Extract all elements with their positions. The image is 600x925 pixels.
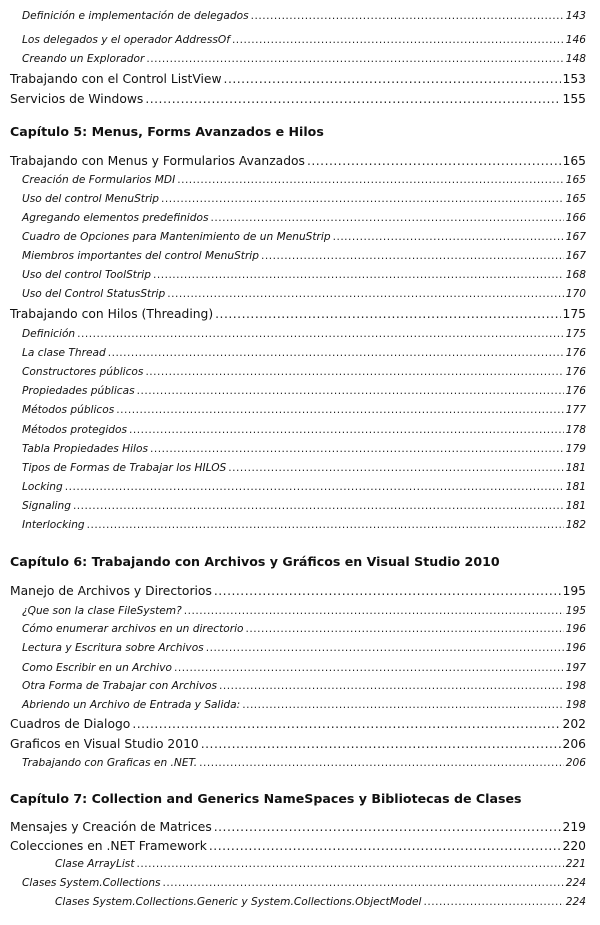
dot-leader [73, 500, 564, 512]
toc-page-number: 170 [565, 288, 586, 300]
toc-entry[interactable] [22, 481, 586, 493]
dot-leader [214, 584, 561, 598]
toc-entry-title: Tabla Propiedades Hilos [22, 443, 148, 455]
toc-entry[interactable] [22, 424, 586, 436]
toc-entry-title: Constructores públicos [22, 366, 144, 378]
toc-entry[interactable] [22, 347, 586, 359]
toc-page-number: 176 [565, 366, 586, 378]
dot-leader [219, 680, 564, 692]
toc-entry-title: Creación de Formularios MDI [22, 174, 176, 186]
dot-leader [423, 896, 563, 908]
toc-page-number: 224 [565, 877, 586, 889]
chapter-heading: Capítulo 5: Menus, Forms Avanzados e Hilos [10, 124, 324, 139]
toc-page-number: 195 [562, 584, 586, 598]
toc-page-number: 179 [565, 443, 586, 455]
toc-entry-title: Agregando elementos predefinidos [22, 212, 209, 224]
dot-leader [307, 154, 561, 168]
toc-entry[interactable] [22, 212, 586, 224]
toc-page-number: 196 [565, 642, 586, 654]
toc-entry-title: Definición [22, 328, 76, 340]
toc-entry[interactable] [22, 500, 586, 512]
dot-leader [224, 72, 561, 86]
toc-page-number: 177 [565, 404, 586, 416]
toc-entry-title: Tipos de Formas de Trabajar los HILOS [22, 462, 227, 474]
toc-page-number: 198 [565, 680, 586, 692]
dot-leader [129, 424, 564, 436]
dot-leader [206, 642, 564, 654]
toc-entry[interactable] [10, 92, 586, 106]
toc-entry[interactable] [22, 519, 586, 531]
toc-entry-title: Signaling [22, 500, 71, 512]
dot-leader [261, 250, 564, 262]
toc-entry-title: Como Escribir en un Archivo [22, 662, 173, 674]
toc-entry-title: Métodos protegidos [22, 424, 128, 436]
toc-entry-title: Graficos en Visual Studio 2010 [10, 737, 199, 751]
dot-leader [246, 623, 564, 635]
toc-page-number: 224 [565, 896, 586, 908]
toc-entry[interactable] [22, 662, 586, 674]
dot-leader [215, 307, 560, 321]
toc-entry-title: Mensajes y Creación de Matrices [10, 820, 212, 834]
dot-leader [153, 269, 564, 281]
dot-leader [232, 34, 564, 46]
toc-page-number: 155 [562, 92, 586, 106]
dot-leader [214, 820, 561, 834]
toc-entry-title: La clase Thread [22, 347, 106, 359]
toc-entry[interactable] [22, 877, 586, 889]
dot-leader [116, 404, 564, 416]
toc-entry[interactable] [22, 53, 586, 65]
dot-leader [201, 737, 561, 751]
toc-entry-title: Los delegados y el operador AddressOf [22, 34, 230, 46]
toc-page-number: 153 [562, 72, 586, 86]
toc-entry-title: Manejo de Archivos y Directorios [10, 584, 212, 598]
toc-page-number: 167 [565, 231, 586, 243]
dot-leader [210, 212, 563, 224]
toc-page-number: 176 [565, 347, 586, 359]
toc-entry[interactable] [10, 737, 586, 751]
dot-leader [333, 231, 564, 243]
toc-page-number: 143 [565, 10, 586, 22]
toc-page-number: 175 [565, 328, 586, 340]
toc-entry-title: Cuadros de Dialogo [10, 717, 131, 731]
toc-entry[interactable] [22, 404, 586, 416]
toc-entry[interactable] [22, 462, 586, 474]
toc-page-number: 206 [562, 737, 586, 751]
toc-entry[interactable] [22, 757, 586, 769]
toc-entry[interactable] [22, 385, 586, 397]
toc-entry-title: Propiedades públicas [22, 385, 135, 397]
toc-entry-title: Clase ArrayList [55, 858, 135, 870]
toc-entry[interactable] [10, 154, 586, 168]
toc-page-number: 198 [565, 699, 586, 711]
toc-page-number: 167 [565, 250, 586, 262]
toc-page-number: 197 [565, 662, 586, 674]
dot-leader [174, 662, 564, 674]
toc-page-number: 196 [565, 623, 586, 635]
toc-entry-title: ¿Que son la clase FileSystem? [22, 605, 182, 617]
dot-leader [242, 699, 564, 711]
toc-entry-title: Otra Forma de Trabajar con Archivos [22, 680, 218, 692]
toc-entry[interactable] [22, 623, 586, 635]
toc-entry-title: Cuadro de Opciones para Mantenimiento de un MenuStrip [22, 231, 331, 243]
toc-page-number: 146 [565, 34, 586, 46]
toc-entry-title: Colecciones en .NET Framework [10, 839, 207, 853]
toc-entry-title: Locking [22, 481, 63, 493]
toc-entry[interactable] [22, 250, 586, 262]
toc-entry[interactable] [22, 680, 586, 692]
dot-leader [136, 858, 563, 870]
dot-leader [87, 519, 564, 531]
toc-entry[interactable] [22, 174, 586, 186]
toc-entry[interactable] [10, 820, 586, 834]
toc-entry[interactable] [55, 858, 586, 870]
dot-leader [108, 347, 564, 359]
toc-entry-title: Lectura y Escritura sobre Archivos [22, 642, 204, 654]
toc-page-number: 181 [565, 481, 586, 493]
toc-entry[interactable] [22, 269, 586, 281]
dot-leader [146, 53, 563, 65]
toc-entry[interactable] [10, 839, 586, 853]
toc-page-number: 220 [562, 839, 586, 853]
toc-page-number: 165 [565, 174, 586, 186]
toc-entry[interactable] [22, 10, 586, 22]
toc-entry-title: Cómo enumerar archivos en un directorio [22, 623, 244, 635]
toc-entry-title: Métodos públicos [22, 404, 115, 416]
toc-page-number: 202 [562, 717, 586, 731]
toc-entry-title: Definición e implementación de delegados [22, 10, 249, 22]
toc-page-number: 166 [565, 212, 586, 224]
toc-page-number: 148 [565, 53, 586, 65]
toc-entry-title: Trabajando con Graficas en .NET. [22, 757, 198, 769]
toc-page-number: 182 [565, 519, 586, 531]
toc-entry[interactable] [10, 717, 586, 731]
toc-entry[interactable] [55, 896, 586, 908]
dot-leader [228, 462, 564, 474]
dot-leader [137, 385, 564, 397]
dot-leader [132, 717, 560, 731]
toc-entry-title: Uso del control MenuStrip [22, 193, 159, 205]
toc-entry-title: Servicios de Windows [10, 92, 144, 106]
dot-leader [167, 288, 564, 300]
toc-entry-title: Trabajando con Hilos (Threading) [10, 307, 214, 321]
toc-entry[interactable] [22, 288, 586, 300]
dot-leader [161, 193, 564, 205]
toc-entry[interactable] [22, 328, 586, 340]
toc-entry-title: Trabajando con el Control ListView [10, 72, 222, 86]
toc-page-number: 195 [565, 605, 586, 617]
toc-entry-title: Interlocking [22, 519, 85, 531]
dot-leader [145, 92, 560, 106]
dot-leader [209, 839, 561, 853]
dot-leader [150, 443, 564, 455]
toc-entry-title: Clases System.Collections [22, 877, 161, 889]
dot-leader [251, 10, 564, 22]
dot-leader [177, 174, 564, 186]
toc-page-number: 175 [562, 307, 586, 321]
toc-page-number: 206 [565, 757, 586, 769]
toc-page-number: 165 [565, 193, 586, 205]
toc-entry[interactable] [10, 72, 586, 86]
toc-entry[interactable] [22, 642, 586, 654]
toc-entry[interactable] [22, 231, 586, 243]
dot-leader [199, 757, 564, 769]
toc-entry-title: Clases System.Collections.Generic y System.Collections.ObjectModel [55, 896, 422, 908]
toc-entry[interactable] [22, 699, 586, 711]
toc-page-number: 221 [565, 858, 586, 870]
toc-page-number: 219 [562, 820, 586, 834]
toc-entry-title: Miembros importantes del control MenuStrip [22, 250, 259, 262]
toc-entry[interactable] [22, 366, 586, 378]
toc-page-number: 176 [565, 385, 586, 397]
toc-entry[interactable] [22, 193, 586, 205]
dot-leader [184, 605, 564, 617]
toc-page-number: 181 [565, 462, 586, 474]
toc-entry-title: Creando un Explorador [22, 53, 145, 65]
toc-page-number: 168 [565, 269, 586, 281]
toc-page-number: 178 [565, 424, 586, 436]
toc-entry[interactable] [22, 443, 586, 455]
toc-entry-title: Uso del Control StatusStrip [22, 288, 166, 300]
toc-entry-title: Uso del control ToolStrip [22, 269, 151, 281]
toc-page-number: 181 [565, 500, 586, 512]
toc-entry[interactable] [10, 307, 586, 321]
toc-page-number: 165 [562, 154, 586, 168]
chapter-heading: Capítulo 7: Collection and Generics NameSpaces y Bibliotecas de Clases [10, 791, 522, 806]
dot-leader [77, 328, 564, 340]
toc-entry-title: Trabajando con Menus y Formularios Avanzados [10, 154, 305, 168]
dot-leader [65, 481, 564, 493]
toc-entry[interactable] [22, 605, 586, 617]
dot-leader [163, 877, 564, 889]
toc-entry[interactable] [10, 584, 586, 598]
chapter-heading: Capítulo 6: Trabajando con Archivos y Gráficos en Visual Studio 2010 [10, 554, 500, 569]
toc-entry-title: Abriendo un Archivo de Entrada y Salida: [22, 699, 241, 711]
toc-entry[interactable] [22, 34, 586, 46]
dot-leader [145, 366, 563, 378]
